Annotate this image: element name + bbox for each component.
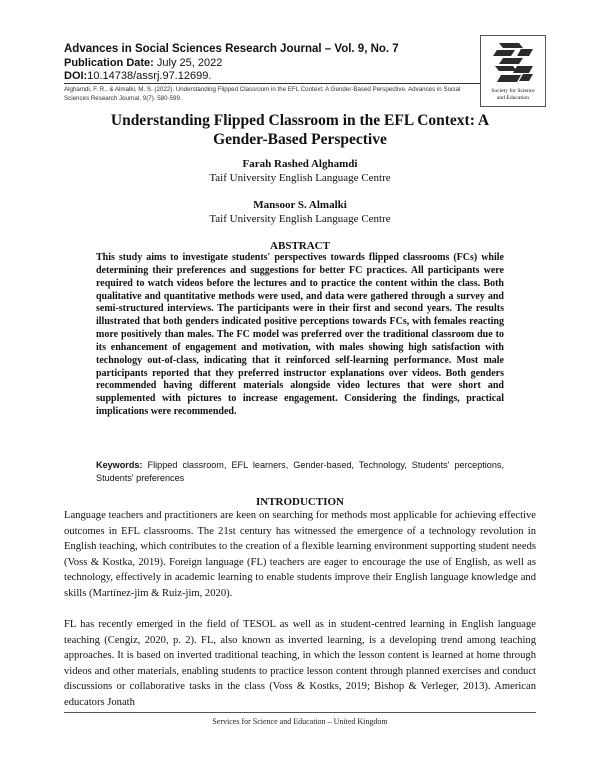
author-affiliation: Taif University English Language Centre xyxy=(209,213,391,225)
footer-divider xyxy=(64,712,536,713)
body-paragraph: FL has recently emerged in the field of TESOL as well as in student-centred learning in English language teaching (Cengiz, 2020, p. 2). FL, also known as inverted learning, is a developing trend among teaching approaches. It is based on inverted traditional teaching, in which the lesson content is learned at home through videos and other materials, enabling students to practice lesson content through planned exercises and conduct discussions or collaborative tasks in the class (Voss & Kostks, 2019; Bishop & Verleger, 2013). American educators Jonath xyxy=(64,619,536,708)
keywords-label: Keywords: xyxy=(96,460,143,470)
author-block xyxy=(100,157,500,185)
logo-line-2: and Education xyxy=(496,94,530,101)
page-footer: Services for Science and Education – United Kingdom xyxy=(212,717,388,726)
author-name: Farah Rashed Alghamdi xyxy=(242,158,358,170)
doi-label: DOI: xyxy=(64,70,88,82)
doi xyxy=(64,70,484,83)
introduction-heading: INTRODUCTION xyxy=(255,496,344,508)
publication-date-label: Publication Date: xyxy=(64,57,154,69)
logo-line-1: Society for Science xyxy=(491,88,535,94)
keywords xyxy=(96,459,504,485)
society-logo xyxy=(480,35,546,107)
publication-date-value: July 25, 2022 xyxy=(153,57,223,69)
abstract-text: This study aims to investigate students' perspectives towards flipped classrooms (FCs) while determining their preferences and suggestions for better FC practices. All participants were required to watch videos before the lectures and to practice the content within the class. Both qualitative and quantitative methods were used, and data were gathered through a survey and semi-structured interviews. The participants were in their first and second years. The results illustrated that both genders indicated positive perceptions towards FCs, with females reacting more positively than males. The FC model was preferred over the traditional classroom due to its enhancement of engagement and motivation, with males showing high satisfaction with technology out-of-class, indicating that it reinforced self-learning performance. Most male participants reported that they preferred instructor explanations over videos. Both genders recommended having different materials alongside video lectures that were short and supplemented with pictures to increase engagement. Considering the findings, practical implications were recommended. xyxy=(96,252,504,418)
journal-title: Advances in Social Sciences Research Journal – Vol. 9, No. 7 xyxy=(64,43,399,55)
society-logo-text xyxy=(482,88,544,101)
sse-logo-icon xyxy=(489,40,537,86)
body-paragraph: Language teachers and practitioners are keen on searching for methods most applicable for achieving effective outcomes in EFL classrooms. The 21st century has witnessed the emergence of a technology revolution in English teaching, which contributes to the creation of a flexible learning environment supporting student needs (Voss & Kostka, 2019). Foreign language (FL) teachers are eager to encourage the use of English, as well as technology, effectively in academic learning to enable students improve their English language knowledge and skills (Martínez-jim & Ruiz-jim, 2020). xyxy=(64,510,536,599)
journal-header xyxy=(64,42,484,83)
doi-value: 10.14738/assrj.97.12699. xyxy=(87,70,212,82)
publication-date xyxy=(64,57,484,70)
header-divider xyxy=(64,83,480,84)
keywords-text: Flipped classroom, EFL learners, Gender-based, Technology, Students' perceptions, Students' preferences xyxy=(96,460,504,483)
author-name: Mansoor S. Almalki xyxy=(253,199,347,211)
author-affiliation: Taif University English Language Centre xyxy=(209,172,391,184)
author-block xyxy=(100,198,500,226)
paper-title: Understanding Flipped Classroom in the EFL Context: A Gender-Based Perspective xyxy=(110,112,490,148)
abstract-heading: ABSTRACT xyxy=(270,240,330,252)
citation-line: Alghamdi, F. R., & Almalki, M. S. (2022). Understanding Flipped Classroom in the EFL Context: A Gender-Based Perspective. Advances in Social Sciences Research Journal, 9(7). 580-599. xyxy=(64,86,461,102)
